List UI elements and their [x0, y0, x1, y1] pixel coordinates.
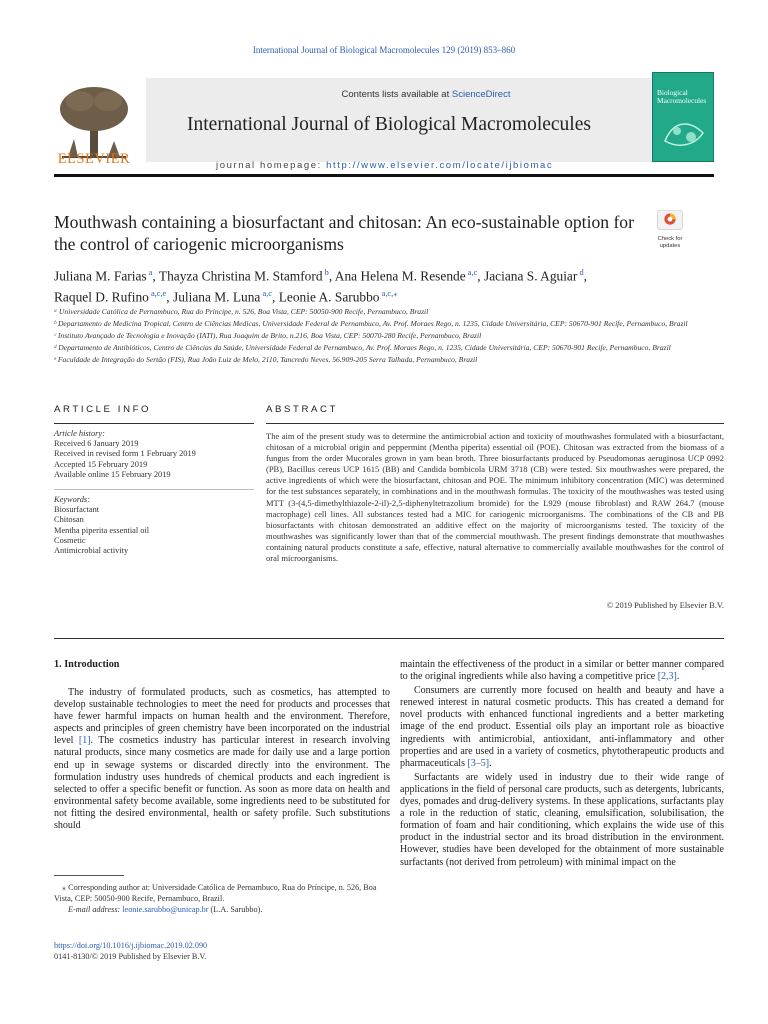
author-affiliation-marker[interactable]: a,c: [465, 268, 478, 277]
author-list: Juliana M. Farias $^a$, Thayza Christina M. Stamford $^b$, Ana Helena M. Resende $^{a,c}$, Jaciana S. Aguiar $^d$, Raquel D. Rufino $^{a,c,e}$, Juliana M. Luna $^{a,c}$, Leonie A. Sarubbo $^{a,c,⁎}$: [54, 268, 587, 305]
cover-molecule-art: [659, 111, 709, 153]
author-affiliation-marker[interactable]: a: [146, 268, 153, 277]
keyword-item: Cosmetic: [54, 535, 86, 545]
corresponding-author-footnote: ⁎ Corresponding author at: Universidade Católica de Pernambuco, Rua do Príncipe, n. 526, Boa Vista, CEP: 50050-900 Recife, Pernambuco, Brazil. E-mail address: leonie.sarubbo@unicap.br (L.A. Sarubbo).: [54, 883, 377, 914]
issn-line: 0141-8130/© 2019 Published by Elsevier B.V.: [54, 952, 207, 961]
check-for-updates-label: Check for updates: [657, 236, 683, 249]
citation-line[interactable]: International Journal of Biological Macromolecules 129 (2019) 853–860: [252, 45, 516, 55]
history-item: Received 6 January 2019: [54, 439, 139, 449]
journal-homepage: journal homepage: http://www.elsevier.com/locate/ijbiomac: [216, 160, 554, 171]
cover-title: Biological Macromolecules: [657, 88, 707, 105]
keyword-item: Antimicrobial activity: [54, 546, 129, 556]
journal-banner: [146, 78, 686, 171]
article-history: Article history: Received 6 January 2019 Received in revised form 1 February 2019 Accepted 15 February 2019 Available online 15 February 2019: [54, 429, 254, 480]
author-name[interactable]: Thayza Christina M. Stamford: [158, 268, 323, 284]
citation-ref[interactable]: [3–5]: [467, 757, 490, 769]
citation-ref[interactable]: [1]: [78, 735, 91, 747]
abstract-heading: ABSTRACT: [266, 404, 338, 415]
author-name[interactable]: Juliana M. Luna: [172, 289, 261, 305]
author-affiliation-marker[interactable]: b: [322, 268, 329, 277]
history-item: Accepted 15 February 2019: [54, 459, 148, 469]
elsevier-logo-text: ELSEVIER: [57, 151, 131, 167]
keyword-item: Mentha piperita essential oil: [54, 525, 150, 535]
introduction-heading: 1. Introduction: [54, 659, 120, 670]
email-link[interactable]: leonie.sarubbo@unicap.br: [122, 905, 209, 914]
affiliation-item: ᵈ Departamento de Antibióticos, Centro de Ciências da Saúde, Universidade Federal de Pernambuco, Av. Prof. Moraes Rego, n. 1235, Cidade Universitária, CEP: 50670-901 Recife, Pernambuco, Brazil: [54, 343, 671, 352]
body-divider: [54, 638, 724, 639]
abstract-text: The aim of the present study was to determine the antimicrobial action and toxicity of mouthwashes formulated with a biosurfactant, chitosan of a microbial origin and peppermint (Mentha piperita) essential oil (POE). Chitosan was extracted from the biomass of a fungus from the order Mucorales grown in yam bean broth. Three biosurfactants produced by Pseudomonas aeruginosa UCP 0992 (PB), Bacillus cereus UCP 1615 (BB) and Candida bombicola URM 3718 (CB) were tested. Six mouthwashes were prepared, the active ingredients of which were the biosurfactant, chitosan and POE. The minimum inhibitory concentration (MIC) was determined for the test substances separately, in combinations and in the mouthwash formulas. The toxicity of the mouthwashes was tested using MTT (3-(4,5-dimethylthiazole-2-il)-2,5-diphenyltetrazolium bromide) for the L929 (mouse fibroblast) and RAW 264.7 (mouse macrophage) cell lines. All substances tested had a MIC for cariogenic microorganisms. The combinations of the CB and PB biosurfactants with chitosan demonstrated an additive effect on the majority of microorganisms tested. The toxicity of the mouthwashes was significantly lower than that of the commercial mouthwash. The present findings demonstrate that mouthwashes containing natural products constitute a safe, effective, natural alternative to commercially available mouthwashes for the control of oral microorganisms.: [266, 431, 724, 564]
affiliation-item: ᵉ Faculdade de Integração do Sertão (FIS), Rua João Luiz de Melo, 2110, Tancredo Neves, 56.909-205 Serra Talhada, Pernambuco, Brazil: [54, 355, 478, 364]
author-name[interactable]: Jaciana S. Aguiar: [484, 268, 578, 284]
body-left-column: [54, 687, 390, 832]
body-paragraph: Surfactants are widely used in industry due to their wide range of applications in the field of personal care products, such as detergents, lubricants, dyes, pomades and drug-delivery systems. In these applications, surfactants play a role in the reduction of static, cleaning, emulsification, solubilisation, the formation of foam and hair conditioning, which explains the wide use of this product in the industrial sector and its broad distribution in the environment. However, studies have been developed for the obtainment of more sustainable surfactants (not derived from petroleum) with minimal impact on the: [400, 771, 724, 868]
body-right-column: [400, 659, 724, 869]
author-affiliation-marker[interactable]: a,c,⁎: [379, 289, 398, 299]
doi-link[interactable]: https://doi.org/10.1016/j.ijbiomac.2019.02.090: [54, 941, 208, 950]
citation-ref[interactable]: [2,3]: [657, 671, 677, 683]
journal-cover-thumbnail[interactable]: [652, 72, 714, 162]
author-affiliation-marker[interactable]: a,c: [260, 289, 273, 299]
affiliation-item: ᶜ Instituto Avançado de Tecnologia e Inovação (IATI), Rua Joaquim de Brito, n.216, Boa Vista, CEP: 50070-280 Recife, Pernambuco, Brazil: [54, 331, 482, 340]
keyword-list: Keywords: Biosurfactant Chitosan Mentha piperita essential oil Cosmetic Antimicrobial activity: [54, 495, 254, 556]
affiliation-list: [54, 306, 734, 366]
doi-block: [54, 940, 207, 962]
affiliation-item: ᵃ Universidade Católica de Pernambuco, Rua do Príncipe, n. 526, Boa Vista, CEP: 50050-900 Recife, Pernambuco, Brazil: [54, 307, 429, 316]
author-name[interactable]: Ana Helena M. Resende: [334, 268, 466, 284]
abstract-copyright: © 2019 Published by Elsevier B.V.: [606, 601, 724, 610]
homepage-link[interactable]: http://www.elsevier.com/locate/ijbiomac: [326, 160, 554, 171]
journal-title: International Journal of Biological Macromolecules: [187, 114, 591, 135]
author-name[interactable]: Raquel D. Rufino: [54, 289, 149, 305]
history-item: Received in revised form 1 February 2019: [54, 449, 196, 459]
author-affiliation-marker[interactable]: a,c,e: [148, 289, 167, 299]
author-name[interactable]: Leonie A. Sarubbo: [278, 289, 380, 305]
author-affiliation-marker[interactable]: d: [577, 268, 584, 277]
affiliation-item: ᵇ Departamento de Medicina Tropical, Centro de Ciências Medicas, Universidade Federal de Pernambuco, Av. Prof. Moraes Rego, n. 1235, Cidade Universitária, CEP: 50670-901 Recife, Pernambuco, Brazil: [54, 319, 688, 328]
body-paragraph: maintain the effectiveness of the product in a similar or better manner compared to the original ingredients while also having a competitive price [2,3].: [400, 659, 724, 683]
keyword-item: Biosurfactant: [54, 505, 100, 515]
article-info-heading: ARTICLE INFO: [54, 404, 152, 415]
contents-line: Contents lists available at ScienceDirect: [341, 89, 511, 100]
footnote-divider: [54, 875, 124, 876]
body-paragraph: Consumers are currently more focused on health and beauty and have a renewed interest in natural cosmetic products. This has created a demand for novel products with enhanced functional ingredients and a better marketing image of the end product. Essential oils play an important role as bioactive ingredients with antimicrobial, antioxidant, anti-inflammatory and other properties and are used in a variety of cosmetics, phytotherapeutic products and pharmaceuticals [3–5].: [400, 685, 724, 769]
journal-masthead: [54, 72, 714, 170]
info-inner-divider: [54, 489, 254, 490]
info-divider: [54, 423, 254, 424]
author-name[interactable]: Juliana M. Farias: [54, 268, 147, 284]
abstract-divider: [266, 423, 724, 424]
masthead-divider: [54, 174, 714, 177]
body-paragraph: The industry of formulated products, such as cosmetics, has attempted to develop sustainable technologies to meet the need for products and processes that have fewer harmful impacts on human health and the environment. Therefore, aspects and principles of green chemistry have been incorporated on the industrial level [1]. The cosmetics industry has particular interest in research involving natural products, since many cosmetics are made for daily use and a large portion end up in sewage systems or discarded directly into the environment. The formulation industry uses hundreds of chemical products and each ingredient is selected to offer a specific benefit or function. As soon as more data on health and environmental safety become available, some ingredients need to be substituted for not fitting the desired environmental, health or safety profile. Such substitutions should: [54, 687, 390, 832]
history-item: Available online 15 February 2019: [54, 469, 171, 479]
article-title: Mouthwash containing a biosurfactant and chitosan: An eco-sustainable option for the control of cariogenic microorganisms: [54, 212, 634, 254]
check-for-updates-icon[interactable]: [650, 210, 690, 238]
sciencedirect-link[interactable]: ScienceDirect: [451, 89, 511, 100]
keyword-item: Chitosan: [54, 515, 84, 525]
